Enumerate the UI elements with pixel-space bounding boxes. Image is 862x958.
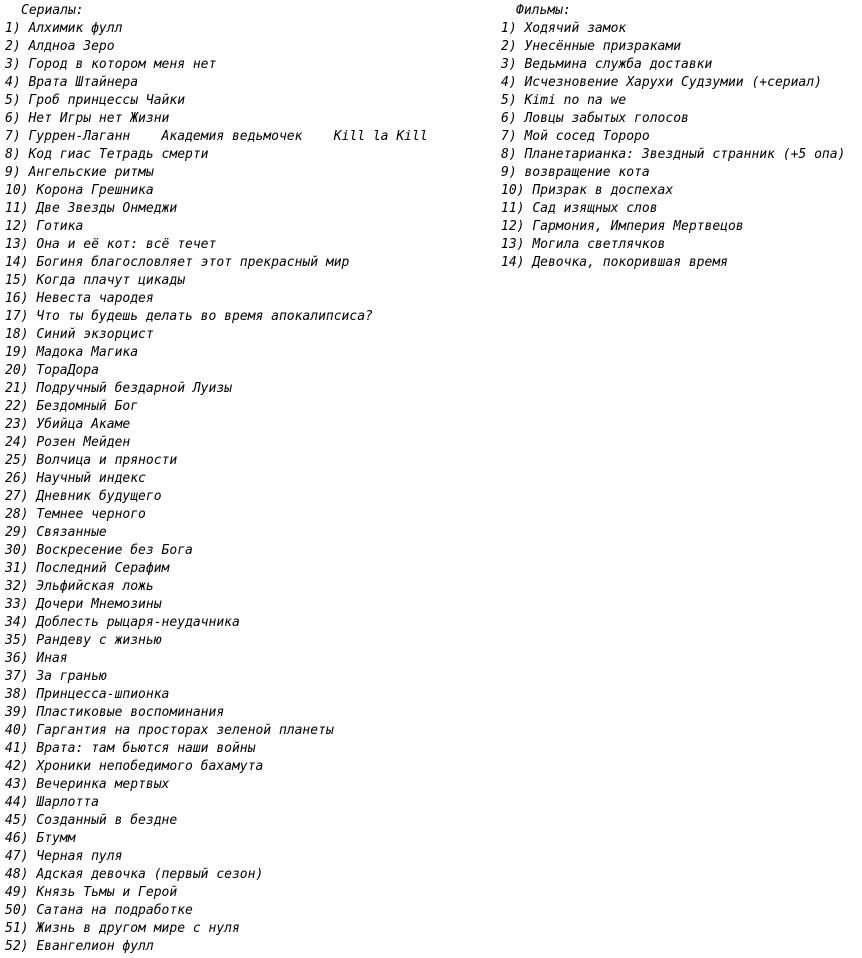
item-number: 23) [5, 417, 29, 432]
series-list-item [5, 362, 428, 380]
series-list-item [5, 470, 428, 488]
item-number: 31) [5, 561, 29, 576]
item-number: 27) [5, 489, 29, 504]
item-number: 15) [5, 273, 29, 288]
series-list-item [5, 776, 428, 794]
item-title: Когда плачут цикады [36, 273, 186, 288]
item-number: 29) [5, 525, 29, 540]
item-number: 14) [501, 255, 525, 270]
item-title: Воскресение без Бога [36, 543, 193, 558]
item-number: 42) [5, 759, 29, 774]
series-list-item [5, 92, 428, 110]
films-list-item [501, 236, 845, 254]
item-title: Шарлотта [36, 795, 99, 810]
films-list-item [501, 56, 845, 74]
item-number: 11) [5, 201, 29, 216]
item-number: 20) [5, 363, 29, 378]
series-column [5, 2, 428, 956]
series-list-item [5, 758, 428, 776]
item-number: 33) [5, 597, 29, 612]
item-title: Исчезновение Харухи Судзумии (+сериал) [524, 75, 822, 90]
item-number: 21) [5, 381, 29, 396]
series-list-item [5, 722, 428, 740]
item-number: 28) [5, 507, 29, 522]
item-title: Алдноа Зеро [28, 39, 115, 54]
item-number: 36) [5, 651, 29, 666]
item-title: Бездомный Бог [36, 399, 139, 414]
item-title: Гаргантия на просторах зеленой планеты [36, 723, 334, 738]
series-list-item [5, 596, 428, 614]
series-list-item [5, 812, 428, 830]
item-title: Эльфийская ложь [36, 579, 154, 594]
item-number: 9) [501, 165, 517, 180]
series-list-item [5, 74, 428, 92]
item-title: Принцесса-шпионка [36, 687, 170, 702]
item-number: 17) [5, 309, 29, 324]
series-list-item [5, 56, 428, 74]
item-number: 9) [5, 165, 21, 180]
item-number: 8) [501, 147, 517, 162]
item-number: 1) [5, 21, 21, 36]
series-list-item [5, 434, 428, 452]
item-number: 43) [5, 777, 29, 792]
item-number: 52) [5, 939, 29, 954]
item-number: 6) [5, 111, 21, 126]
series-list-item [5, 542, 428, 560]
item-title: Город в котором меня нет [28, 57, 217, 72]
item-number: 24) [5, 435, 29, 450]
item-number: 3) [5, 57, 21, 72]
item-title: Готика [36, 219, 84, 234]
series-list-item [5, 524, 428, 542]
series-list-item [5, 380, 428, 398]
films-list-item [501, 146, 845, 164]
item-title: Князь Тьмы и Герой [36, 885, 178, 900]
item-title: Подручный бездарной Луизы [36, 381, 232, 396]
item-title: Убийца Акаме [36, 417, 131, 432]
series-list-item [5, 38, 428, 56]
item-title: Созданный в бездне [36, 813, 178, 828]
item-number: 18) [5, 327, 29, 342]
item-title: Последний Серафим [36, 561, 170, 576]
series-list-item [5, 326, 428, 344]
item-title: Дневник будущего [36, 489, 162, 504]
item-number: 37) [5, 669, 29, 684]
item-title: Связанные [36, 525, 107, 540]
series-list-item [5, 398, 428, 416]
item-number: 13) [5, 237, 29, 252]
series-list-item [5, 740, 428, 758]
films-list-item [501, 218, 845, 236]
item-title: Мадока Магика [36, 345, 139, 360]
series-list-item [5, 344, 428, 362]
series-list-item [5, 560, 428, 578]
item-number: 49) [5, 885, 29, 900]
item-title: Научный индекс [36, 471, 146, 486]
item-title: Девочка, покорившая время [532, 255, 728, 270]
item-number: 22) [5, 399, 29, 414]
series-list-item [5, 20, 428, 38]
item-title: Иная [36, 651, 68, 666]
films-heading: Фильмы: [516, 3, 571, 18]
item-title: Унесённые призраками [524, 39, 682, 54]
item-number: 5) [5, 93, 21, 108]
item-title: Корона Грешника [36, 183, 154, 198]
series-list-item [5, 830, 428, 848]
item-number: 10) [501, 183, 525, 198]
series-list-item [5, 902, 428, 920]
item-number: 38) [5, 687, 29, 702]
item-title: Ходячий замок [524, 21, 627, 36]
item-title: Врата Штайнера [28, 75, 139, 90]
item-title: Хроники непобедимого бахамута [36, 759, 264, 774]
item-number: 16) [5, 291, 29, 306]
series-list-item [5, 236, 428, 254]
series-list-item [5, 920, 428, 938]
films-list-item [501, 128, 845, 146]
series-list-item [5, 110, 428, 128]
item-number: 39) [5, 705, 29, 720]
series-list-item [5, 164, 428, 182]
series-list-item [5, 848, 428, 866]
item-title: Пластиковые воспоминания [36, 705, 225, 720]
item-title: Дочери Мнемозины [36, 597, 162, 612]
series-list-item [5, 146, 428, 164]
films-list-item [501, 110, 845, 128]
item-title: Адская девочка (первый сезон) [36, 867, 264, 882]
item-title: Волчица и пряности [36, 453, 178, 468]
item-title: ТораДора [36, 363, 99, 378]
item-title: Планетарианка: Звездный странник (+5 опа) [524, 147, 846, 162]
item-number: 11) [501, 201, 525, 216]
series-list-item [5, 794, 428, 812]
item-number: 7) [5, 129, 21, 144]
series-list-item [5, 866, 428, 884]
films-list-item [501, 254, 845, 272]
item-number: 45) [5, 813, 29, 828]
item-title: возвращение кота [524, 165, 650, 180]
films-list-item [501, 182, 845, 200]
item-number: 51) [5, 921, 29, 936]
item-title: Ловцы забытых голосов [524, 111, 689, 126]
films-column [501, 2, 845, 272]
item-title: Бтумм [36, 831, 76, 846]
films-list-item [501, 92, 845, 110]
item-number: 35) [5, 633, 29, 648]
item-number: 50) [5, 903, 29, 918]
item-title: За гранью [36, 669, 107, 684]
item-title: Код гиас Тетрадь смерти [28, 147, 209, 162]
item-title: Доблесть рыцаря-неудачника [36, 615, 240, 630]
item-title: Kimi no na we [524, 93, 627, 108]
series-heading: Сериалы: [21, 3, 84, 18]
item-title: Жизнь в другом мире с нуля [36, 921, 240, 936]
films-list-item [501, 20, 845, 38]
item-title: Синий экзорцист [36, 327, 154, 342]
item-title: Мой сосед Тороро [524, 129, 650, 144]
series-list-item [5, 218, 428, 236]
series-list-item [5, 182, 428, 200]
item-number: 8) [5, 147, 21, 162]
item-number: 14) [5, 255, 29, 270]
item-number: 10) [5, 183, 29, 198]
item-title: Гроб принцессы Чайки [28, 93, 186, 108]
films-list-item [501, 38, 845, 56]
item-title: Призрак в доспехах [532, 183, 674, 198]
item-number: 2) [501, 39, 517, 54]
item-number: 25) [5, 453, 29, 468]
item-number: 48) [5, 867, 29, 882]
item-number: 4) [501, 75, 517, 90]
series-list-item [5, 884, 428, 902]
films-list [501, 20, 845, 272]
item-title: Две Звезды Онмеджи [36, 201, 178, 216]
item-number: 5) [501, 93, 517, 108]
series-list-item [5, 254, 428, 272]
item-number: 40) [5, 723, 29, 738]
item-title: Гармония, Империя Мертвецов [532, 219, 744, 234]
series-list-item [5, 290, 428, 308]
item-number: 2) [5, 39, 21, 54]
films-list-item [501, 200, 845, 218]
item-title: Могила светлячков [532, 237, 666, 252]
item-number: 46) [5, 831, 29, 846]
item-number: 26) [5, 471, 29, 486]
item-number: 13) [501, 237, 525, 252]
series-list-item [5, 200, 428, 218]
item-title: Что ты будешь делать во время апокалипсиса? [36, 309, 373, 324]
item-title: Невеста чародея [36, 291, 154, 306]
item-title: Рандеву с жизнью [36, 633, 162, 648]
item-title: Ангельские ритмы [28, 165, 154, 180]
item-title: Евангелион фулл [36, 939, 154, 954]
item-number: 4) [5, 75, 21, 90]
series-list-item [5, 416, 428, 434]
item-number: 1) [501, 21, 517, 36]
item-number: 19) [5, 345, 29, 360]
item-title: Врата: там бьются наши войны [36, 741, 256, 756]
series-list-item [5, 686, 428, 704]
series-list-item [5, 488, 428, 506]
series-list-item [5, 452, 428, 470]
item-title: Гуррен-Лаганн Академия ведьмочек Kill la Kill [28, 129, 428, 144]
series-list-item [5, 938, 428, 956]
item-number: 47) [5, 849, 29, 864]
item-title: Она и её кот: всё течет [36, 237, 217, 252]
item-number: 32) [5, 579, 29, 594]
item-title: Черная пуля [36, 849, 123, 864]
item-number: 30) [5, 543, 29, 558]
item-number: 3) [501, 57, 517, 72]
item-title: Алхимик фулл [28, 21, 123, 36]
item-title: Богиня благословляет этот прекрасный мир [36, 255, 350, 270]
item-number: 44) [5, 795, 29, 810]
item-number: 12) [5, 219, 29, 234]
item-number: 7) [501, 129, 517, 144]
item-number: 6) [501, 111, 517, 126]
series-list-item [5, 308, 428, 326]
item-number: 34) [5, 615, 29, 630]
series-list-item [5, 632, 428, 650]
item-title: Сатана на подработке [36, 903, 193, 918]
series-list-item [5, 578, 428, 596]
item-title: Ведьмина служба доставки [524, 57, 713, 72]
item-title: Вечеринка мертвых [36, 777, 170, 792]
item-title: Нет Игры нет Жизни [28, 111, 170, 126]
series-list-item [5, 128, 428, 146]
series-list-item [5, 668, 428, 686]
item-number: 12) [501, 219, 525, 234]
series-list-item [5, 506, 428, 524]
series-list [5, 20, 428, 956]
series-list-item [5, 704, 428, 722]
films-list-item [501, 164, 845, 182]
item-title: Розен Мейден [36, 435, 131, 450]
series-list-item [5, 650, 428, 668]
films-list-item [501, 74, 845, 92]
item-number: 41) [5, 741, 29, 756]
series-list-item [5, 272, 428, 290]
item-title: Темнее черного [36, 507, 146, 522]
item-title: Сад изящных слов [532, 201, 658, 216]
series-list-item [5, 614, 428, 632]
